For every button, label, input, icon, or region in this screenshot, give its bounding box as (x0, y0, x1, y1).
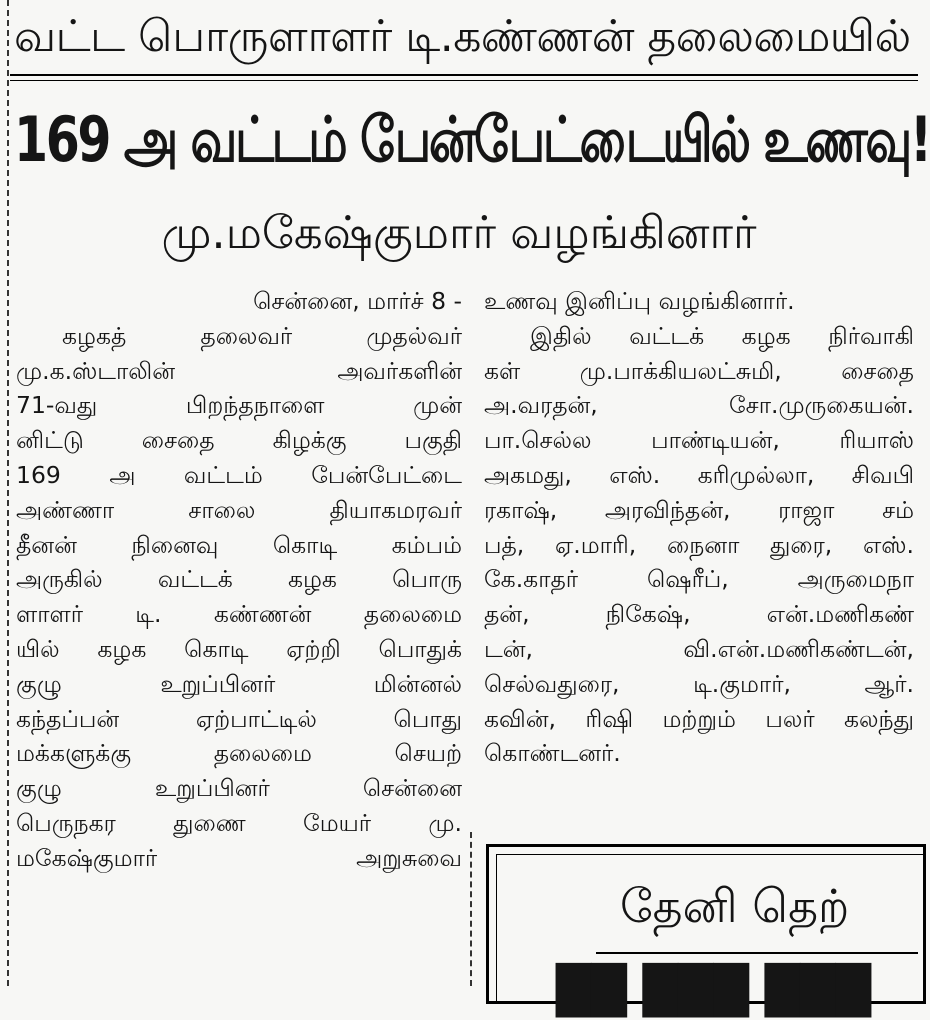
body-line: குழு உறுப்பினர் மின்னல் (16, 669, 462, 698)
body-line: அ.வரதன், சோ.முருகையன். (484, 391, 914, 420)
body-line: மக்களுக்கு தலைமை செயற் (16, 739, 462, 768)
body-line: பெருநகர துணை மேயர் மு. (16, 808, 462, 837)
body-line: கவின், ரிஷி மற்றும் பலர் கலந்து (484, 704, 914, 733)
column-divider-left (7, 0, 9, 986)
body-line: குழு உறுப்பினர் சென்னை (16, 774, 462, 803)
body-line: 169 அ வட்டம் பேன்பேட்டை (16, 460, 462, 489)
body-line: செல்வதுரை, டி.குமார், ஆர். (484, 669, 914, 698)
body-line: உணவு இனிப்பு வழங்கினார். (484, 287, 795, 315)
article-column-2 (484, 284, 914, 771)
kicker-rule-thin (10, 80, 918, 81)
body-line: மகேஷ்குமார் அறுசுவை (16, 843, 462, 872)
body-line: னிட்டு சைதை கிழக்கு பகுதி (16, 426, 462, 455)
body-line: சென்னை, மார்ச் 8 - (253, 287, 462, 315)
body-line: தீனன் நினைவு கொடி கம்பம் (16, 530, 462, 559)
body-line: கந்தப்பன் ஏற்பாட்டில் பொது (16, 704, 462, 733)
next-article-title: தேனி தெற் (620, 879, 850, 933)
body-line: அண்ணா சாலை தியாகமரவர் (16, 495, 462, 524)
body-line: கொண்டனர். (484, 739, 621, 768)
body-line: ரகாஷ், அரவிந்தன், ராஜா சம் (484, 495, 914, 524)
kicker-rule (10, 74, 918, 76)
next-article-rule (596, 952, 918, 954)
body-line: 71-வது பிறந்தநாளை முன் (16, 391, 462, 420)
body-line: கே.காதர் ஷெரீப், அருமைநா (484, 565, 914, 594)
body-line: இதில் வட்டக் கழக நிர்வாகி (530, 321, 914, 350)
article-subheadline: மு.மகேஷ்குமார் வழங்கினார் (161, 206, 757, 259)
article-kicker: வட்ட பொருளாளர் டி.கண்ணன் தலைமையில் (14, 11, 911, 62)
body-line: பத், ஏ.மாரி, நைனா துரை, எஸ். (484, 530, 914, 559)
body-line: அகமது, எஸ். கரிமுல்லா, சிவபி (484, 460, 914, 489)
body-line: அருகில் வட்டக் கழக பொரு (16, 565, 462, 594)
next-article-headline-cut: ██ ███ ███ (556, 963, 872, 1017)
article-column-1 (16, 284, 462, 876)
body-line: மு.க.ஸ்டாலின் அவர்களின் (16, 356, 462, 385)
body-line: ளாளர் டி. கண்ணன் தலைமை (16, 600, 462, 629)
body-line: கழகத் தலைவர் முதல்வர் (62, 321, 462, 350)
body-line: தன், நிகேஷ், என்.மணிகண் (484, 600, 914, 629)
body-line: பா.செல்ல பாண்டியன், ரியாஸ் (484, 426, 914, 455)
column-divider-middle (470, 832, 472, 986)
body-line: டன், வி.என்.மணிகண்டன், (484, 634, 914, 663)
body-line: யில் கழக கொடி ஏற்றி பொதுக் (16, 634, 462, 663)
article-headline: 169 அ வட்டம் பேன்பேட்டையில் உணவு! (14, 103, 930, 176)
body-line: கள் மு.பாக்கியலட்சுமி, சைதை (484, 356, 914, 385)
